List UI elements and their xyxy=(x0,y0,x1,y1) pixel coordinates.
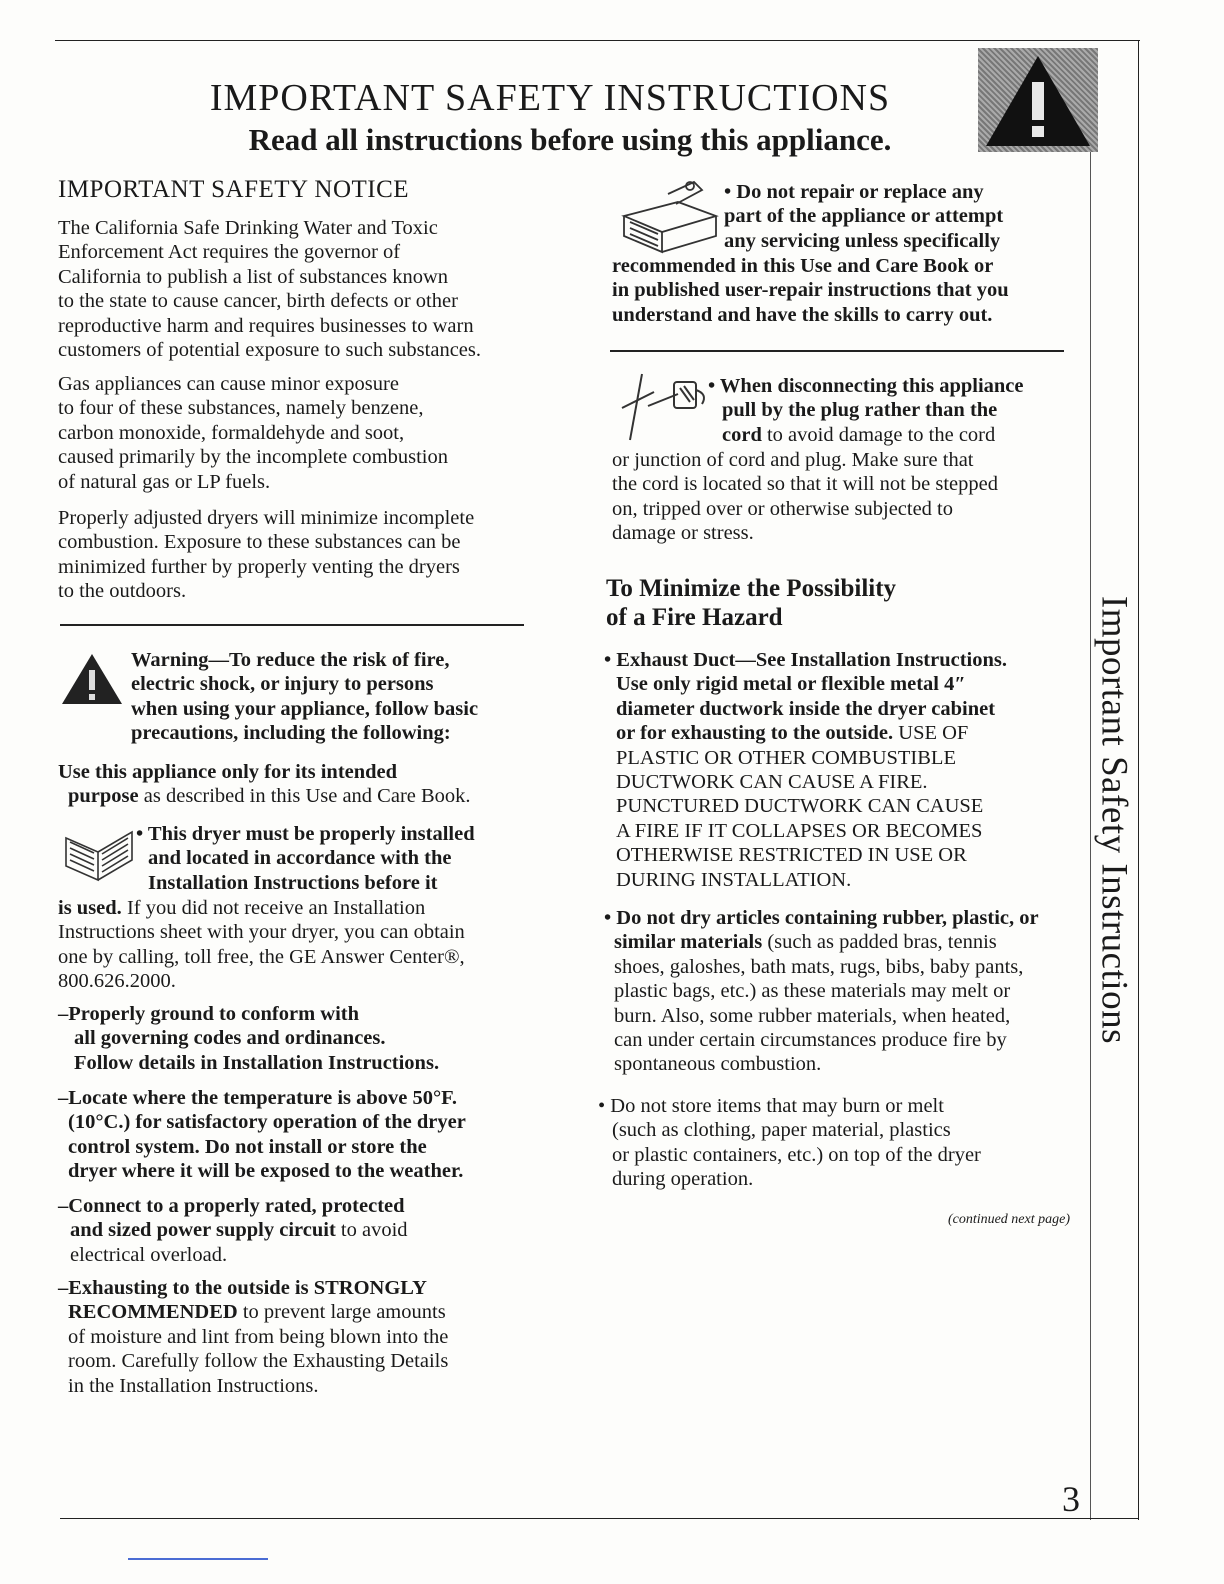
text-line: Installation Instructions before it xyxy=(148,871,438,894)
page-number: 3 xyxy=(1062,1479,1080,1519)
text: to avoid damage to the cord xyxy=(761,423,996,446)
text: as described in this Use and Care Book. xyxy=(138,785,471,808)
bold-text: Use this appliance only for its intended xyxy=(58,761,398,783)
side-tab-label: Important Safety Instructions xyxy=(1093,595,1135,1045)
right-frame-rule xyxy=(1138,40,1139,1520)
text-line: OTHERWISE RESTRICTED IN USE OR xyxy=(616,844,967,867)
connect-item xyxy=(58,1194,538,1267)
text-line: during operation. xyxy=(612,1168,754,1191)
notice-paragraph-3 xyxy=(58,506,538,604)
text: USE OF xyxy=(893,722,969,745)
intended-use-item xyxy=(58,760,538,809)
open-book-icon xyxy=(62,818,136,884)
page-title: IMPORTANT SAFETY INSTRUCTIONS xyxy=(209,77,891,119)
text-line: on, tripped over or otherwise subjected to xyxy=(612,497,954,520)
text-line: can under certain circumstances produce fire by xyxy=(614,1029,1007,1052)
repair-item-head xyxy=(724,180,1084,253)
bold-text: RECOMMENDED xyxy=(68,1301,238,1324)
tab-divider-rule xyxy=(1090,150,1091,1520)
text-line: • Exhaust Duct—See Installation Instructions. xyxy=(604,649,1007,671)
text-line: carbon monoxide, formaldehyde and soot, xyxy=(58,421,405,444)
text-line: damage or stress. xyxy=(612,522,754,545)
text-line: –Locate where the temperature is above 50°F. xyxy=(58,1087,457,1109)
text-line: part of the appliance or attempt xyxy=(724,205,1004,228)
disconnect-item-head xyxy=(708,374,1078,447)
text-line: • Do not dry articles containing rubber, plastic, or xyxy=(604,907,1039,929)
text-line: recommended in this Use and Care Book or xyxy=(612,255,994,277)
top-rule xyxy=(55,40,1140,41)
repair-item-body xyxy=(612,254,1072,327)
text-line: Enforcement Act requires the governor of xyxy=(58,241,401,264)
installed-item-head xyxy=(136,822,556,895)
text: (such as padded bras, tennis xyxy=(762,931,997,954)
text-line: dryer where it will be exposed to the weather. xyxy=(68,1160,464,1183)
small-warning-triangle-icon xyxy=(58,650,126,708)
right-divider-rule xyxy=(610,350,1064,352)
text-line: Follow details in Installation Instructions. xyxy=(74,1051,440,1074)
rubber-item xyxy=(604,906,1084,1077)
text-line: and located in accordance with the xyxy=(148,847,452,870)
warning-badge xyxy=(978,48,1098,152)
text: to avoid xyxy=(335,1219,408,1242)
text-line: customers of potential exposure to such substances. xyxy=(58,339,482,362)
text-line: • Do not store items that may burn or melt xyxy=(598,1095,944,1117)
text-line: 800.626.2000. xyxy=(58,970,176,993)
page-link-underline xyxy=(128,1558,268,1560)
text: If you did not receive an Installation xyxy=(121,897,426,919)
text-line: of natural gas or LP fuels. xyxy=(58,470,271,493)
text-line: (such as clothing, paper material, plastics xyxy=(612,1119,951,1142)
exhaust-outside-item xyxy=(58,1276,538,1398)
text: to prevent large amounts xyxy=(237,1301,446,1324)
text-line: Properly adjusted dryers will minimize incomplete xyxy=(58,507,475,529)
text-line: any servicing unless specifically xyxy=(724,229,1001,252)
text-line: in published user-repair instructions that you xyxy=(612,279,1009,302)
bold-text: similar materials xyxy=(614,931,763,954)
text-line: Gas appliances can cause minor exposure xyxy=(58,373,399,395)
text-line: electrical overload. xyxy=(70,1243,228,1266)
warning-triangle-icon xyxy=(978,48,1098,152)
text-line: electric shock, or injury to persons xyxy=(131,673,434,696)
text-line: precautions, including the following: xyxy=(131,722,451,745)
text-line: PUNCTURED DUCTWORK CAN CAUSE xyxy=(616,795,984,818)
text-line: DUCTWORK CAN CAUSE A FIRE. xyxy=(616,771,928,794)
locate-item xyxy=(58,1086,538,1184)
text-line: shoes, galoshes, bath mats, rugs, bibs, baby pants, xyxy=(614,955,1024,978)
bold-text: and sized power supply circuit xyxy=(70,1219,336,1242)
ground-item xyxy=(58,1002,538,1075)
bold-text: is used. xyxy=(58,897,122,919)
text-line: Warning—To reduce the risk of fire, xyxy=(131,649,450,671)
text-line: • When disconnecting this appliance xyxy=(708,375,1024,397)
text-line: burn. Also, some rubber materials, when heated, xyxy=(614,1004,1011,1027)
fire-hazard-heading xyxy=(606,574,1066,632)
notice-paragraph-1 xyxy=(58,216,538,362)
text-line: A FIRE IF IT COLLAPSES OR BECOMES xyxy=(616,819,983,842)
bottom-rule xyxy=(60,1518,1138,1519)
text-line: –Connect to a properly rated, protected xyxy=(58,1195,405,1217)
text-line: –Exhausting to the outside is STRONGLY xyxy=(58,1277,427,1299)
text-line: spontaneous combustion. xyxy=(614,1053,822,1076)
text-line: Use only rigid metal or flexible metal 4″ xyxy=(616,673,966,696)
text-line: PLASTIC OR OTHER COMBUSTIBLE xyxy=(616,746,956,769)
text-line: understand and have the skills to carry out. xyxy=(612,303,993,326)
text-line: (10°C.) for satisfactory operation of the dryer xyxy=(68,1111,466,1134)
text-line: caused primarily by the incomplete combustion xyxy=(58,446,448,469)
text-line: • Do not repair or replace any xyxy=(724,181,984,203)
heading-line: To Minimize the Possibility xyxy=(606,575,897,602)
text-line: when using your appliance, follow basic xyxy=(131,697,479,720)
text-line: California to publish a list of substances known xyxy=(58,265,449,288)
left-divider-rule xyxy=(60,624,524,626)
text-line: in the Installation Instructions. xyxy=(68,1374,319,1397)
installed-item-body xyxy=(58,896,538,994)
text-line: or junction of cord and plug. Make sure that xyxy=(612,449,974,471)
text-line: control system. Do not install or store the xyxy=(68,1135,427,1158)
text-line: DURING INSTALLATION. xyxy=(616,868,852,891)
text-line: plastic bags, etc.) as these materials may melt or xyxy=(614,980,1011,1003)
text-line: of moisture and lint from being blown into the xyxy=(68,1325,449,1348)
toolbox-icon xyxy=(618,176,722,254)
text-line: diameter ductwork inside the dryer cabinet xyxy=(616,697,996,720)
text-line: the cord is located so that it will not be stepped xyxy=(612,473,998,496)
text-line: The California Safe Drinking Water and Toxic xyxy=(58,217,438,239)
bold-text: or for exhausting to the outside. xyxy=(616,722,894,745)
text-line: reproductive harm and requires businesses to warn xyxy=(58,314,474,337)
exhaust-duct-item xyxy=(604,648,1074,892)
text-line: pull by the plug rather than the xyxy=(722,399,998,422)
text-line: minimized further by properly venting the dryers xyxy=(58,555,460,578)
text-line: one by calling, toll free, the GE Answer Center®, xyxy=(58,945,465,968)
store-item xyxy=(598,1094,1068,1192)
disconnect-item-body xyxy=(612,448,1072,546)
text-line: to the state to cause cancer, birth defects or other xyxy=(58,290,458,313)
side-tab xyxy=(1092,240,1136,1400)
notice-heading: IMPORTANT SAFETY NOTICE xyxy=(58,176,410,203)
text-line: Instructions sheet with your dryer, you can obtain xyxy=(58,921,465,944)
text-line: to the outdoors. xyxy=(58,580,187,603)
heading-line: of a Fire Hazard xyxy=(606,604,783,631)
continued-note: (continued next page) xyxy=(947,1212,1070,1227)
text-line: room. Carefully follow the Exhausting Details xyxy=(68,1350,449,1373)
text-line: combustion. Exposure to these substances can be xyxy=(58,531,461,554)
text-line: all governing codes and ordinances. xyxy=(74,1027,386,1050)
bold-text: purpose xyxy=(68,785,139,808)
text-line: to four of these substances, namely benzene, xyxy=(58,397,424,420)
text-line: –Properly ground to conform with xyxy=(58,1003,360,1025)
bold-text: cord xyxy=(722,423,762,446)
page-subtitle: Read all instructions before using this appliance. xyxy=(248,122,892,157)
text-line: • This dryer must be properly installed xyxy=(136,823,475,845)
plug-icon xyxy=(618,370,710,442)
text-line: or plastic containers, etc.) on top of the dryer xyxy=(612,1143,981,1166)
warning-block xyxy=(131,648,541,746)
notice-paragraph-2 xyxy=(58,372,538,494)
